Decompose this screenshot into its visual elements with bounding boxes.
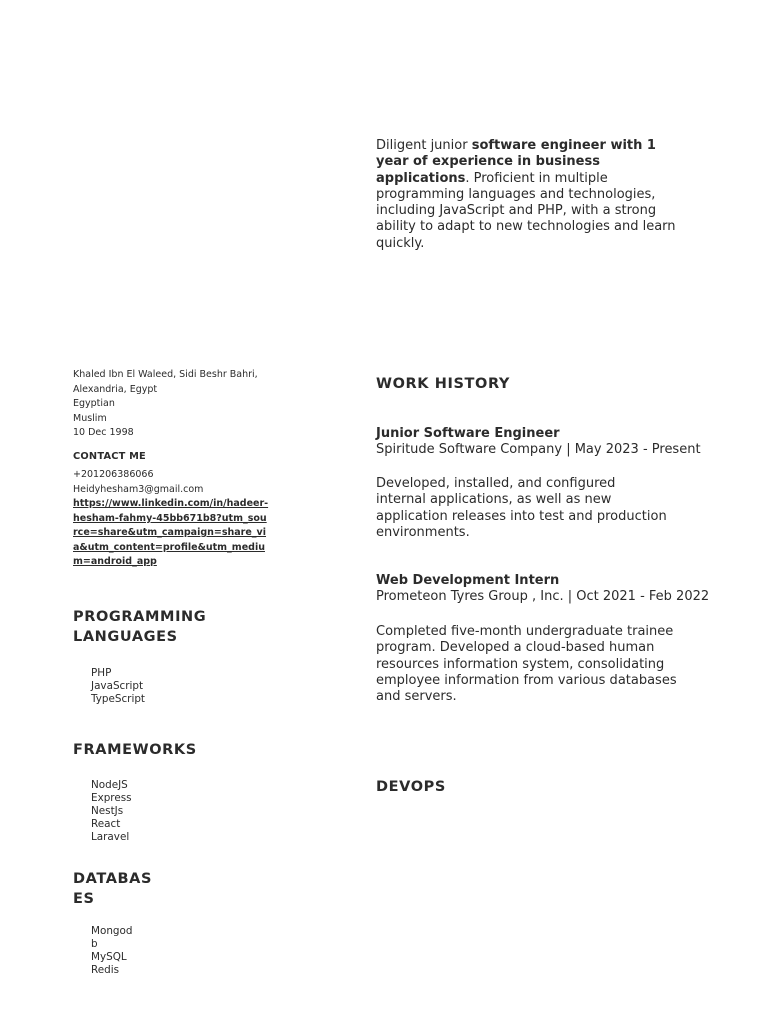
list-item: Redis	[91, 964, 120, 976]
programming-languages-heading	[73, 607, 206, 647]
job-company-dates: Spiritude Software Company | May 2023 - Present	[376, 442, 701, 457]
list-item: NestJs	[91, 805, 124, 817]
list-item: TypeScript	[91, 693, 146, 705]
devops-heading: DEVOPS	[376, 779, 446, 795]
list-item: Laravel	[91, 831, 130, 843]
job-company-dates: Prometeon Tyres Group , Inc. | Oct 2021 - Feb 2022	[376, 589, 710, 604]
databases-heading	[73, 869, 152, 909]
job-description: Developed, installed, and configured internal applications, as well as new application releases into test and production environments.	[376, 476, 667, 540]
work-history-heading: WORK HISTORY	[376, 376, 511, 392]
linkedin-link[interactable]: https://www.linkedin.com/in/hadeer-hesham-fahmy-45bb671b8?utm_source=share&utm_campaign=share_via&utm_content=profile&utm_medium=android_app	[73, 498, 269, 567]
programming-languages-heading-line-1: PROGRAMMING	[73, 609, 207, 625]
list-item: React	[91, 818, 121, 830]
phone-number: +201206386066	[73, 469, 154, 480]
address-line-1: Khaled Ibn El Waleed, Sidi Beshr Bahri,	[73, 369, 258, 380]
professional-summary	[376, 138, 676, 252]
frameworks-list	[91, 779, 132, 844]
databases-list	[91, 925, 132, 977]
databases-heading-line-2: ES	[73, 891, 95, 907]
list-item: JavaScript	[91, 680, 144, 692]
birth-date: 10 Dec 1998	[73, 427, 134, 438]
address-line-2: Alexandria, Egypt	[73, 383, 158, 395]
job-title: Junior Software Engineer	[376, 426, 560, 441]
programming-languages-list	[91, 667, 145, 706]
list-item: MySQL	[91, 951, 127, 963]
list-item: b	[91, 938, 98, 950]
contact-details	[73, 468, 273, 570]
religion: Muslim	[73, 412, 107, 424]
job-title: Web Development Intern	[376, 573, 560, 588]
databases-heading-line-1: DATABAS	[73, 871, 153, 887]
summary-intro: Diligent junior	[376, 138, 472, 153]
nationality: Egyptian	[73, 398, 115, 409]
contact-heading: CONTACT ME	[73, 451, 146, 462]
frameworks-heading: FRAMEWORKS	[73, 742, 197, 758]
email-address: Heidyhesham3@gmail.com	[73, 483, 204, 495]
list-item: Mongod	[91, 925, 133, 937]
list-item: Express	[91, 792, 132, 804]
programming-languages-heading-line-2: LANGUAGES	[73, 629, 178, 645]
personal-details	[73, 368, 273, 441]
summary-highlight: software engineer with 1 year of experience in business applications	[376, 138, 656, 186]
list-item: PHP	[91, 667, 112, 679]
summary-rest: . Proficient in multiple programming languages and technologies, including JavaScript and PHP, with a strong ability to adapt to new technologies and learn quickly.	[376, 170, 676, 251]
list-item: NodeJS	[91, 779, 128, 791]
job-description: Completed five-month undergraduate trainee program. Developed a cloud-based human resources information system, consolidating employee information from various databases and servers.	[376, 624, 677, 705]
